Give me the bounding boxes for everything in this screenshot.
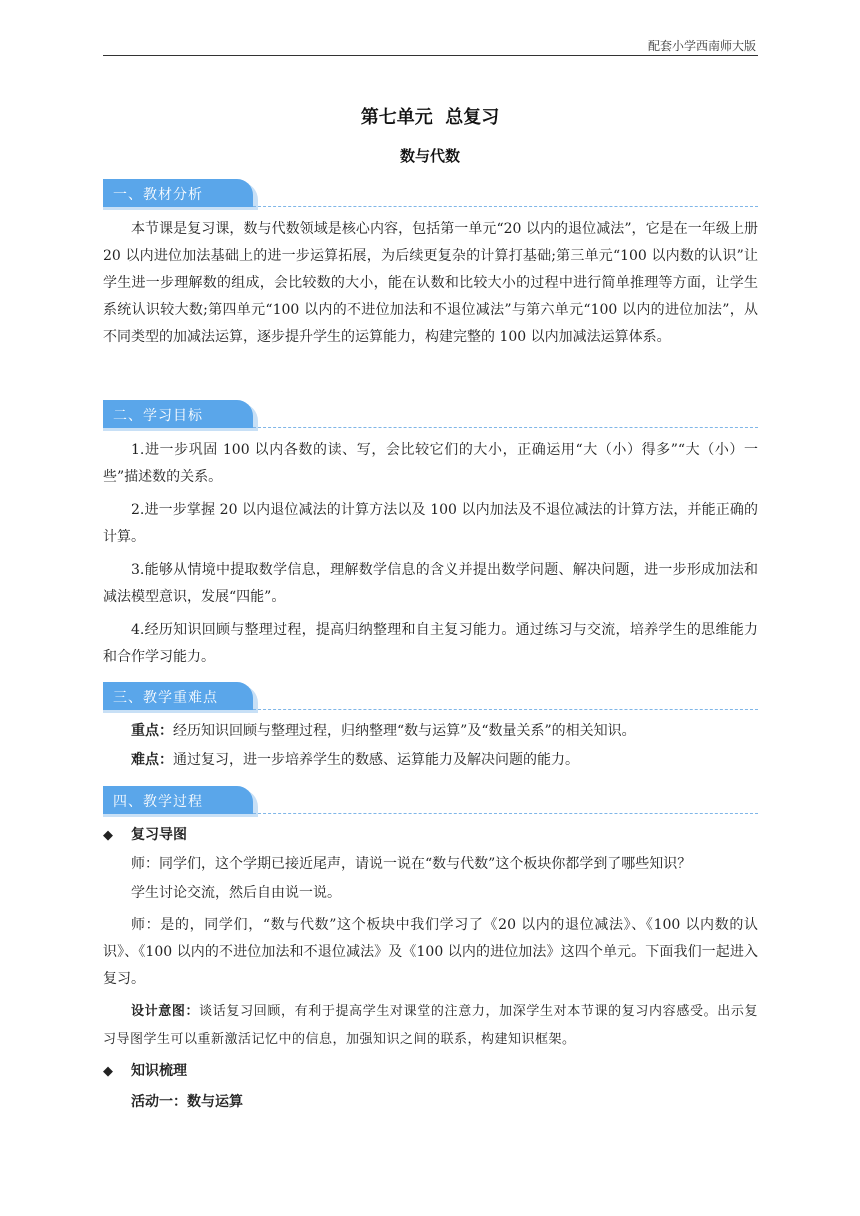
difficulty-label: 难点： <box>131 752 173 768</box>
goal-item: 3.能够从情境中提取数学信息，理解数学信息的含义并提出数学问题、解决问题，进一步形成加法和减法模型意识，发展“四能”。 <box>103 562 758 605</box>
goal-item: 1.进一步巩固 100 以内各数的读、写，会比较它们的大小，正确运用“大（小）得多”“大（小）一些”描述数的关系。 <box>103 442 758 485</box>
section-label: 三、教学重难点 <box>113 690 218 706</box>
section-divider <box>253 206 758 207</box>
difficulty-text: 通过复习，进一步培养学生的数感、运算能力及解决问题的能力。 <box>173 752 579 768</box>
knowledge-heading <box>103 1058 187 1085</box>
section-header-goals <box>103 400 758 434</box>
section-label: 四、教学过程 <box>113 794 203 810</box>
section-label: 二、学习目标 <box>113 408 203 424</box>
focus-label: 重点： <box>131 723 173 739</box>
activity-title: 活动一：数与运算 <box>131 1094 243 1110</box>
students-line: 学生讨论交流，然后自由说一说。 <box>131 885 341 901</box>
section-header-analysis <box>103 179 758 213</box>
section-divider <box>253 813 758 814</box>
knowledge-title: 知识梳理 <box>131 1063 187 1079</box>
section-label: 一、教材分析 <box>113 187 203 203</box>
focus-text: 经历知识回顾与整理过程，归纳整理“数与运算”及“数量关系”的相关知识。 <box>173 723 636 739</box>
review-heading <box>103 822 187 849</box>
page-title: 第七单元 总复习 <box>360 107 500 128</box>
header-edition: 配套小学西南师大版 <box>647 39 756 53</box>
design-label: 设计意图： <box>131 1004 200 1019</box>
section-divider <box>253 427 758 428</box>
page-subtitle: 数与代数 <box>399 147 460 165</box>
design-text: 谈话复习回顾，有利于提高学生对课堂的注意力，加深学生对本节课的复习内容感受。出示复习导图学生可以重新激活记忆中的信息，加强知识之间的联系，构建知识框架。 <box>103 1004 758 1047</box>
goal-item: 4.经历知识回顾与整理过程，提高归纳整理和自主复习能力。通过练习与交流，培养学生的思维能力和合作学习能力。 <box>103 622 758 665</box>
review-title: 复习导图 <box>131 827 187 843</box>
diamond-bullet-icon: ◆ <box>103 1064 113 1079</box>
design-intent <box>103 998 758 1054</box>
section-header-keypoints <box>103 682 758 716</box>
focus-line <box>131 718 636 745</box>
section-divider <box>253 709 758 710</box>
diamond-bullet-icon: ◆ <box>103 828 113 843</box>
section-header-process <box>103 786 758 820</box>
analysis-paragraph: 本节课是复习课，数与代数领域是核心内容，包括第一单元“20 以内的退位减法”，它是在一年级上册 20 以内进位加法基础上的进一步运算拓展，为后续更复杂的计算打基础;第三单元“100 以内数的认识”让学生进一步理解数的组成，会比较数的大小，能在认数和比较大小的过程中进行简单推理等方面，让学生系统认识较大数;第四单元“100 以内的不进位加法和不退位减法”与第六单元“100 以内的进位加法”，从不同类型的加减法运算，逐步提升学生的运算能力，构建完整的 100 以内加减法运算体系。 <box>103 221 758 345</box>
goal-item: 2.进一步掌握 20 以内退位减法的计算方法以及 100 以内加法及不退位减法的计算方法，并能正确的计算。 <box>103 502 758 545</box>
header-rule <box>103 55 758 56</box>
difficulty-line <box>131 747 579 774</box>
teacher-answer: 师：是的，同学们，“数与代数”这个板块中我们学习了《20 以内的退位减法》、《100 以内数的认识》、《100 以内的不进位加法和不退位减法》及《100 以内的进位加法》这四个单元。下面我们一起进入复习。 <box>103 917 758 987</box>
teacher-question: 师：同学们，这个学期已接近尾声，请说一说在“数与代数”这个板块你都学到了哪些知识？ <box>131 856 692 872</box>
